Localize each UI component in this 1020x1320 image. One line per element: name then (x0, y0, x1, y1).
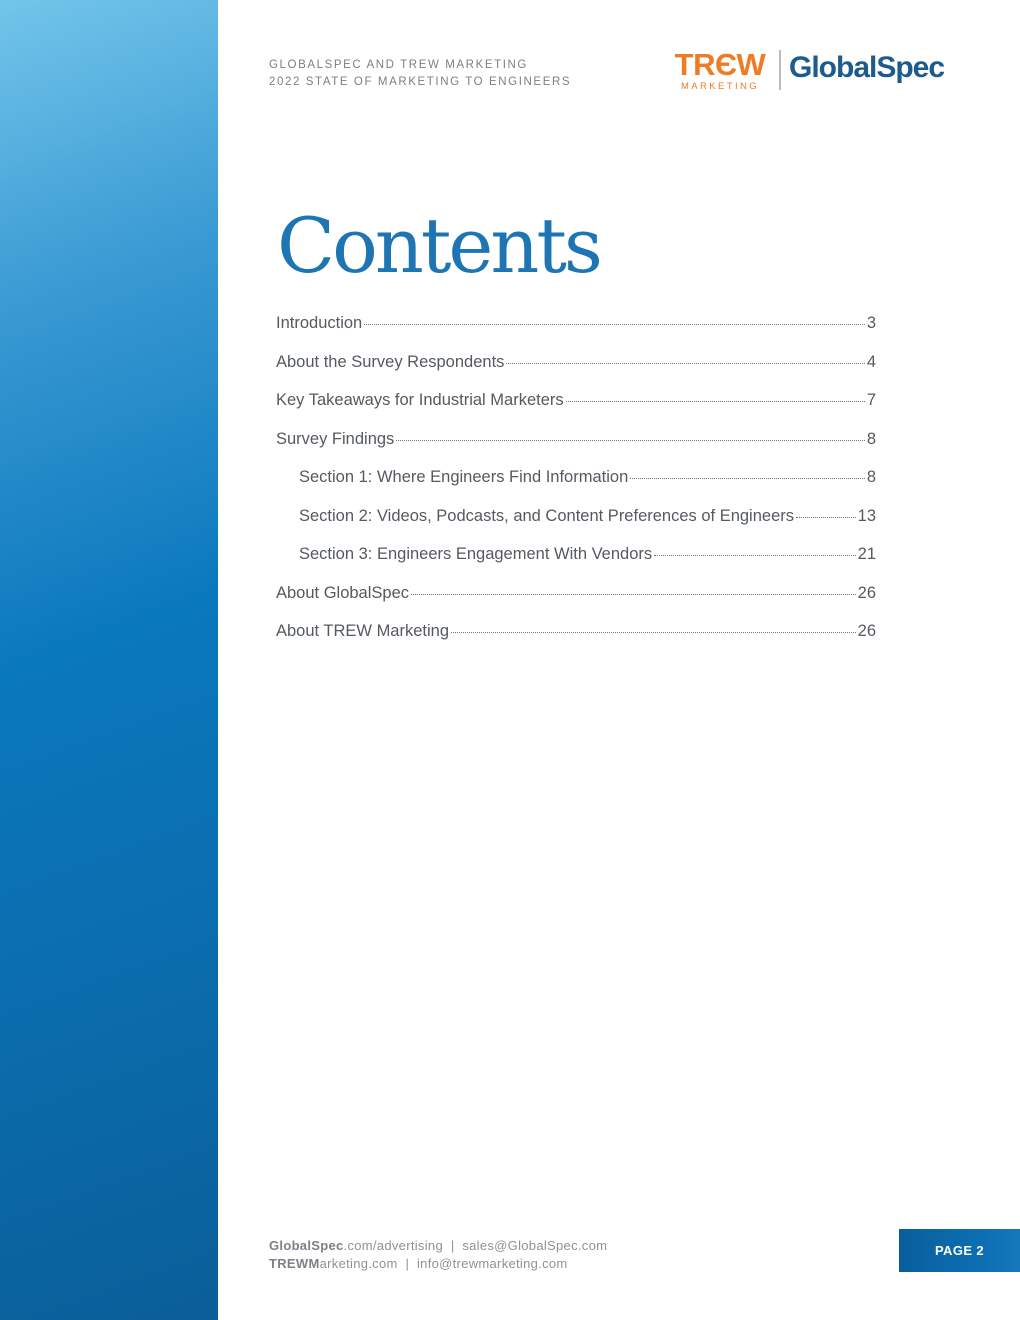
toc-entry-label: About GlobalSpec (276, 583, 410, 602)
footer-separator: | (405, 1256, 410, 1271)
page-title: Contents (277, 201, 600, 290)
toc-entry-section-3[interactable] (276, 545, 876, 584)
footer-line-1 (269, 1237, 607, 1255)
toc-dot-leader (630, 478, 865, 479)
footer-separator: | (450, 1238, 455, 1253)
toc-dot-leader (396, 440, 865, 441)
toc-entry-page: 26 (857, 622, 876, 640)
toc-entry-page: 13 (857, 506, 876, 525)
logos (668, 48, 958, 94)
side-gradient-bar (0, 0, 218, 1320)
toc-entry-survey-findings[interactable] (276, 430, 876, 469)
toc-dot-leader (796, 517, 856, 518)
toc-entry-section-1[interactable] (276, 468, 876, 507)
footer-link-globalspec-advertising[interactable]: GlobalSpec.com/advertising (269, 1238, 443, 1253)
globalspec-logo: GlobalSpec (789, 51, 945, 84)
toc-entry-label: Key Takeaways for Industrial Marketers (276, 391, 564, 409)
toc-dot-leader (566, 401, 865, 402)
toc-entry-label: Section 2: Videos, Podcasts, and Content Preferences of Engineers (299, 506, 794, 525)
toc-entry-label: About TREW Marketing (276, 622, 450, 640)
footer-line-2 (269, 1255, 607, 1273)
toc-dot-leader (364, 324, 865, 325)
trew-logo-word: TRЄW (674, 47, 766, 82)
trew-logo-subtitle: MARKETING (680, 81, 760, 92)
toc-entry-page: 21 (857, 545, 876, 563)
toc-entry-about-trew[interactable] (276, 622, 876, 661)
toc-entry-about-globalspec[interactable] (276, 584, 876, 623)
toc-dot-leader (411, 594, 856, 595)
toc-entry-label: Introduction (276, 314, 363, 332)
toc-entry-introduction[interactable] (276, 314, 876, 353)
footer-link-info-email[interactable]: info@trewmarketing.com (416, 1256, 568, 1271)
toc-dot-leader (654, 555, 856, 556)
toc-dot-leader (451, 632, 856, 633)
page-number-badge: PAGE 2 (899, 1229, 1020, 1272)
toc-entry-label: About the Survey Respondents (276, 352, 505, 371)
header-line-2: 2022 STATE OF MARKETING TO ENGINEERS (269, 76, 572, 88)
header-line-1: GLOBALSPEC AND TREW MARKETING (269, 59, 528, 71)
toc-entry-page: 8 (866, 468, 876, 486)
toc-entry-page: 26 (857, 583, 876, 602)
toc-entry-key-takeaways[interactable] (276, 391, 876, 430)
toc-entry-label: Section 1: Where Engineers Find Information (299, 468, 629, 486)
table-of-contents (276, 314, 876, 661)
report-header (269, 57, 571, 91)
toc-entry-label: Section 3: Engineers Engagement With Vendors (299, 545, 653, 563)
toc-entry-survey-respondents[interactable] (276, 353, 876, 392)
toc-entry-page: 3 (866, 314, 876, 332)
footer-link-sales-email[interactable]: sales@GlobalSpec.com (462, 1238, 608, 1253)
toc-entry-label: Survey Findings (276, 429, 395, 448)
footer-contact (269, 1237, 607, 1273)
toc-entry-section-2[interactable] (276, 507, 876, 546)
toc-dot-leader (506, 363, 864, 364)
toc-entry-page: 8 (866, 429, 876, 448)
logo-divider (779, 50, 781, 90)
footer-link-trew-site[interactable]: TREWMarketing.com (269, 1256, 398, 1271)
trew-logo (668, 48, 772, 93)
toc-entry-page: 4 (866, 352, 876, 371)
toc-entry-page: 7 (866, 391, 876, 409)
